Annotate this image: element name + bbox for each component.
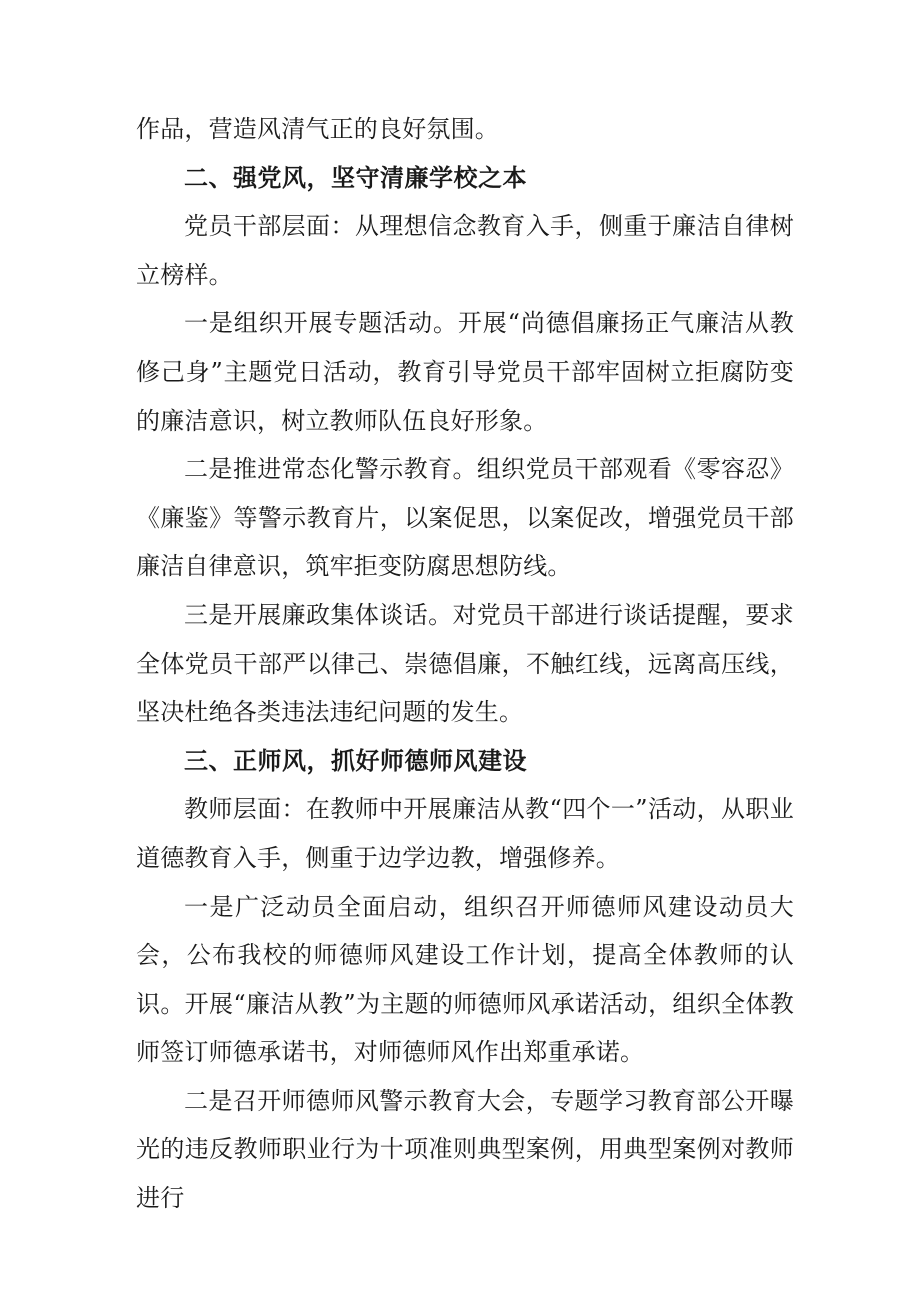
paragraph: 二是推进常态化警示教育。组织党员干部观看《零容忍》《廉鉴》等警示教育片，以案促思，以案促改，增强党员干部廉洁自律意识，筑牢拒变防腐思想防线。: [136, 455, 794, 581]
paragraph-continuation: 作品，营造风清气正的良好氛围。: [136, 115, 499, 143]
paragraph: 教师层面：在教师中开展廉洁从教“四个一”活动，从职业道德教育入手，侧重于边学边教，增强修养。: [136, 795, 794, 872]
paragraph: 一是广泛动员全面启动，组织召开师德师风建设动员大会，公布我校的师德师风建设工作计划，提高全体教师的认识。开展“廉洁从教”为主题的师德师风承诺活动，组织全体教师签订师德承诺书，对师德师风作出郑重承诺。: [136, 892, 794, 1067]
section-heading-2: 二、强党风，坚守清廉学校之本: [184, 163, 527, 192]
document-page: [136, 105, 794, 1223]
paragraph: 一是组织开展专题活动。开展“尚德倡廉扬正气廉洁从教修己身”主题党日活动，教育引导党员干部牢固树立拒腐防变的廉洁意识，树立教师队伍良好形象。: [136, 309, 794, 435]
section-heading-3: 三、正师风，抓好师德师风建设: [184, 746, 527, 775]
paragraph: 党员干部层面：从理想信念教育入手，侧重于廉洁自律树立榜样。: [136, 212, 794, 289]
paragraph: 三是开展廉政集体谈话。对党员干部进行谈话提醒，要求全体党员干部严以律己、崇德倡廉，不触红线，远离高压线，坚决杜绝各类违法违纪问题的发生。: [136, 600, 794, 727]
paragraph: 二是召开师德师风警示教育大会，专题学习教育部公开曝光的违反教师职业行为十项准则典型案例，用典型案例对教师进行: [136, 1086, 794, 1213]
